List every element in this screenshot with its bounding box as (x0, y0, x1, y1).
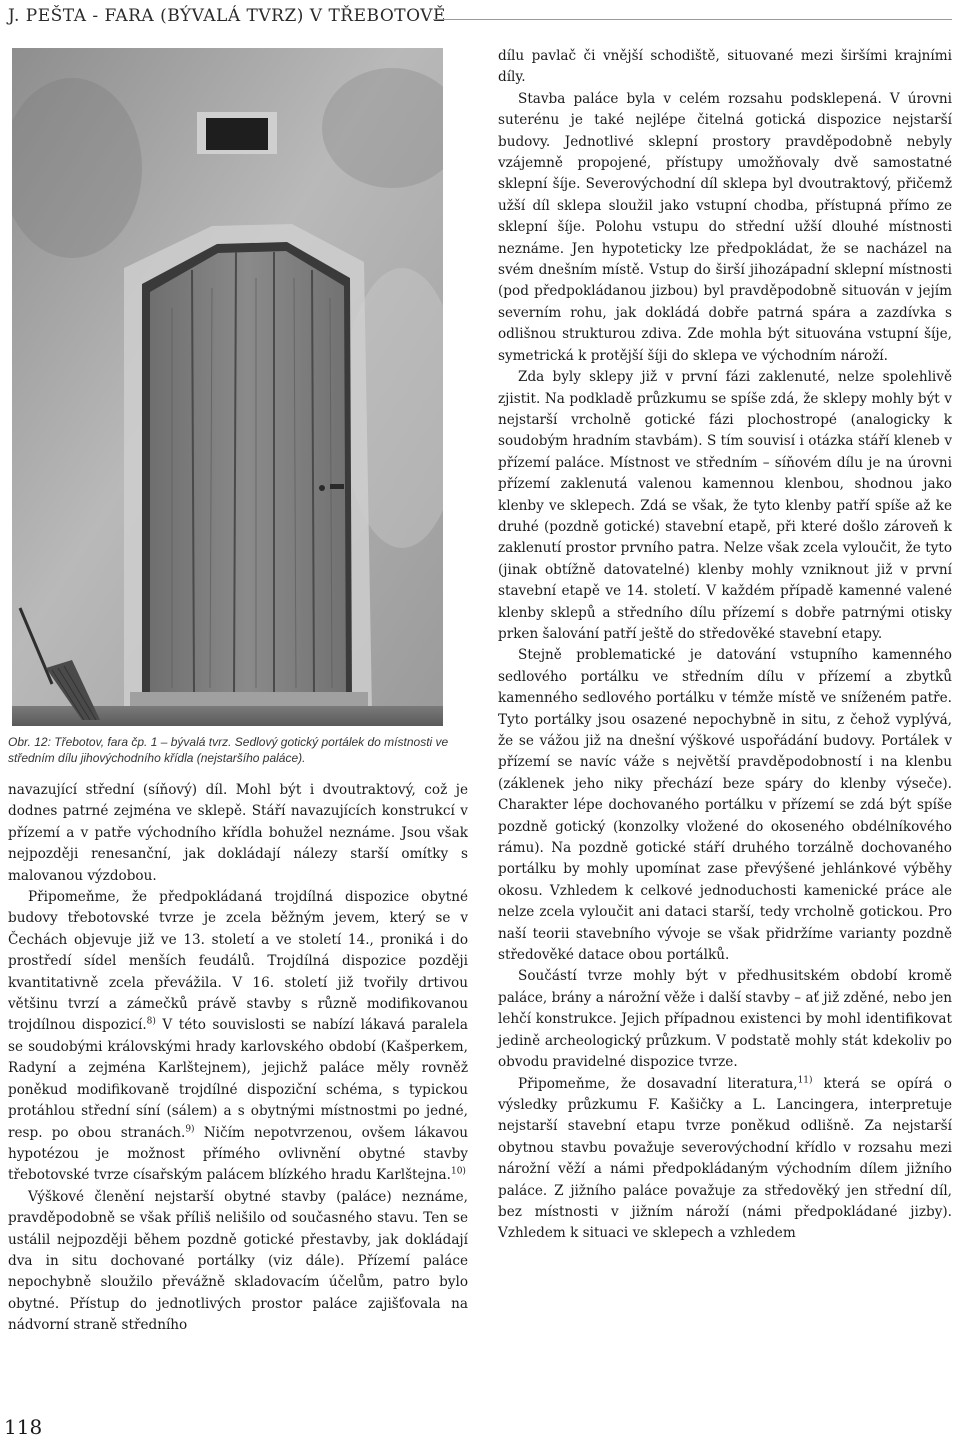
left-column (8, 48, 468, 1337)
right-column (498, 46, 952, 1245)
left-paragraph-3: Výškové členění nejstarší obytné stavby (paláce) neznáme, pravděpodobně se však příliš nelišilo od současného stavu. Ten se ustálil nejpozději během pozdně gotické přestavby, jak dokládají dva in situ dochované portálky (viz dále). Přízemí paláce nepochybně sloužilo převážně skladovacím účelům, patro bylo obytné. Přístup do jednotlivých prostor paláce zajišťovala na nádvorní straně středního (8, 1188, 468, 1334)
right-p6-text-a: Připomeňme, že dosavadní literatura, (518, 1075, 798, 1092)
footnote-ref-9: 9) (185, 1123, 195, 1134)
left-p2-text-a: Připomeňme, že předpokládaná trojdílná dispozice obytné budovy třebotovské tvrze je zcela běžným jevem, který se v Čechách objevuje již ve 13. století a ve století 14., proniká i do prostředí sídel menších feudálů. Trojdílná dispozice později kvantitativně zcela převážila. V 16. století již tvořily drtivou většinu tvrzí a zámečků právě stavby s různě modifikovanou trojdílnou dispozicí. (8, 889, 468, 1034)
page-number: 118 (4, 1415, 43, 1439)
figure-caption: Obr. 12: Třebotov, fara čp. 1 – bývalá tvrz. Sedlový gotický portálek do místnosti ve středním dílu jihovýchodního křídla (nejstaršího paláce). (8, 735, 449, 765)
running-header (8, 4, 952, 34)
right-paragraph-6 (498, 1074, 952, 1245)
running-header-title: J. PEŠTA - FARA (BÝVALÁ TVRZ) V TŘEBOTOVĚ (8, 6, 446, 26)
right-paragraph-2: Stavba paláce byla v celém rozsahu podsklepená. V úrovni suterénu je také nejlépe čitelná gotická dispozice nejstarší budovy. Jednotlivé sklepní prostory pravděpodobně nebyly vzájemně propojené, přístupy umožňovaly dvě samostatné sklepní šíje. Severovýchodní díl sklepa byl dvoutraktový, přičemž užší díl sklepa sloužil jako vstupní chodba, přístupná přímo ze sklepní šíje. Polohu vstupu do střední užší dlouhé místnosti neznáme. Jen hypoteticky lze předpokládat, že se nacházel na svém dnešním místě. Vstup do širší jihozápadní sklepní místnosti (pod předpokládanou jizbou) byl pravděpodobně situován v jejím severním rohu, jak dokládá dobře patrná spára a zazdívka s odlišnou strukturou zdiva. Zde mohla být situována vstupní šíje, symetrická k protější šíji do sklepa ve východním nároží. (498, 90, 952, 364)
right-paragraph-1: dílu pavlač či vnější schodiště, situované mezi širšími krajními díly. (498, 48, 952, 86)
right-paragraph-5: Součástí tvrze mohly být v předhusitském období kromě paláce, brány a nárožní věže i další stavby – ať již zděné, nebo jen lehčí konstrukce. Jejich případnou existenci by mohl identifikovat jedině archeologický průzkum. V podstatě mohly stát kdekoliv po obvodu pravidelné dispozice tvrze. (498, 968, 952, 1071)
header-rule (433, 19, 952, 20)
door-photo-drawing (12, 48, 443, 726)
right-paragraph-4: Stejně problematické je datování vstupního kamenného sedlového portálku ve středním dílu v přízemí a zbytků kamenného sedlového portálku v témže místě ve sníženém patře. Tyto portálky jsou osazené nepochybně in situ, z čehož vyplývá, že se vážou již na dnešní výškové uspořádání budovy. Portálek v přízemí se navíc váže s největší pravděpodobností i na klenbu (záklenek jeho niky přechází beze spáry do klenby výseče). Charakter lépe dochovaného portálku v přízemí se zdá být spíše pozdně gotický (konzolky vložené do okoseného obdélníkového rámu). Na pozdně gotické stáří druhého torzálně dochovaného portálku by mohly upomínat zase převýšené jehlánkové výběhy okosu. Vzhledem k celkové jednoduchosti kamenické práce ale nelze zcela vyloučit ani dataci starší, tedy vrcholně gotickou. Pro naší teorii stavebního vývoje se však přidržíme varianty pozdně středověké datace obou portálků. (498, 647, 952, 964)
footnote-ref-11: 11) (797, 1074, 813, 1085)
right-paragraph-3: Zda byly sklepy již v první fázi zaklenuté, nelze spolehlivě zjistit. Na podkladě průzkumu se spíše zdá, že sklepy mohly být v nejstarší vrcholně gotické fázi plochostropé (analogicky k soudobým hradním stavbám). S tím souvisí i otázka stáří kleneb v přízemí paláce. Místnost ve středním – síňovém dílu je na úrovni přízemí zaklenutá valenou kamennou klenbou, shodnou jako klenby ve sklepech. Zdá se však, že tyto klenby patří spíše až ke druhé (pozdně gotické) stavební etapě, při které došlo zároveň k zaklenutí prostor prvního patra. Nelze však zcela vyloučit, že tyto (jinak obtížně datovatelné) klenby mohly vzniknout již v první stavební etapě ve 14. století. V každém případě kamenné valené klenby sklepů a středního dílu přízemí s dobře patrnými otisky prken šalování patří ještě do středověké stavební etapy. (498, 369, 952, 642)
left-p2-text-c: Ničím nepotvrzenou, ovšem lákavou hypotézou je možnost přímého ovlivnění obytné stavby třebotovské tvrze císařským palácem blízkého hradu Karlštejna. (8, 1124, 468, 1184)
right-p6-text-b: která se opírá o výsledky průzkumu F. Kašičky a L. Lancingera, interpretuje nejstarší stavební etapu tvrze poněkud odlišně. Za nejstarší obytnou stavbu považuje severovýchodní křídlo v rozsahu mezi nárožní věží a námi předpokládaným východním dílem jižního paláce. Z jižního paláce považuje za středověký jen střední díl, bez místnosti v jižním nároží (námi předpokládané jizby). Vzhledem k situaci ve sklepech a vzhledem (498, 1075, 952, 1242)
footnote-ref-10: 10) (450, 1166, 466, 1177)
left-paragraph-2 (8, 887, 468, 1187)
left-p2-text-b: V této souvislosti se nabízí lákavá paralela se soudobými královskými hrady karlovského období (Kašperkem, Radyní a zejména Karlštejnem), jejichž paláce měly rovněž poněkud modifikovaně trojdílné dispoziční schéma, s typickou protáhlou střední síní (sálem) a s obytnými místnostmi po jedné, resp. po obou stranách. (8, 1017, 468, 1141)
door-photograph (12, 48, 443, 726)
footnote-ref-8: 8) (146, 1016, 156, 1027)
left-paragraph-1: navazující střední (síňový) díl. Mohl být i dvoutraktový, což je dodnes patrné zejména ve sklepě. Stáří navazujících konstrukcí v přízemí a v patře východního křídla bohužel neznáme. Jsou však nejpozději renesanční, jak dokládají nálezy starší omítky s malovanou výzdobou. (8, 782, 468, 884)
